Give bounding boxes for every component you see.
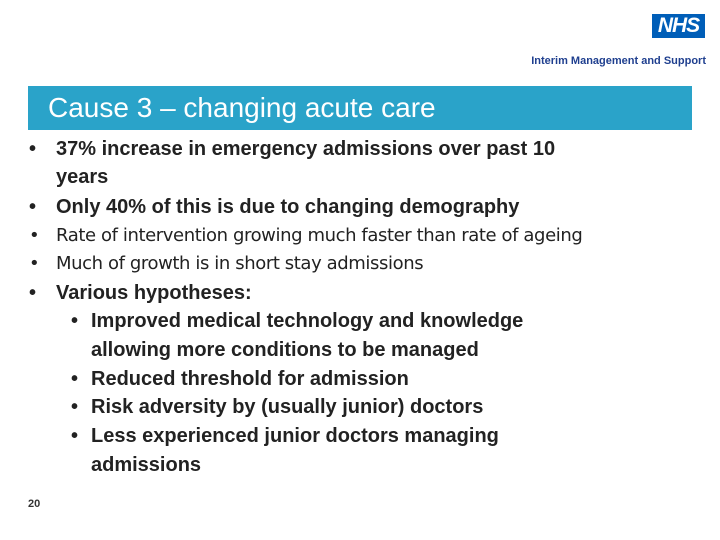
sub-bullet-item: • Reduced threshold for admission	[71, 368, 409, 390]
bullet-item: • Only 40% of this is due to changing demography	[29, 196, 520, 218]
bullet-item: • Rate of intervention growing much faster than rate of ageing	[29, 225, 583, 246]
sub-bullet-item: • Risk adversity by (usually junior) doctors	[71, 396, 484, 418]
bullet-continuation: years	[56, 166, 109, 188]
page-number: 20	[28, 498, 41, 510]
sub-bullet-item: • Less experienced junior doctors managing	[71, 425, 499, 447]
sub-bullet-continuation: admissions	[91, 454, 202, 476]
nhs-logo: NHS	[652, 14, 705, 38]
bullet-item: • 37% increase in emergency admissions over past 10	[29, 138, 556, 160]
bullet-item: • Much of growth is in short stay admissions	[29, 253, 424, 274]
org-name: Interim Management and Support	[531, 55, 706, 67]
sub-bullet-item: • Improved medical technology and knowledge	[71, 310, 524, 332]
sub-bullet-continuation: allowing more conditions to be managed	[91, 339, 479, 361]
slide-title: Cause 3 – changing acute care	[48, 92, 436, 123]
bullet-item: • Various hypotheses:	[29, 282, 252, 304]
title-bar	[28, 86, 692, 130]
